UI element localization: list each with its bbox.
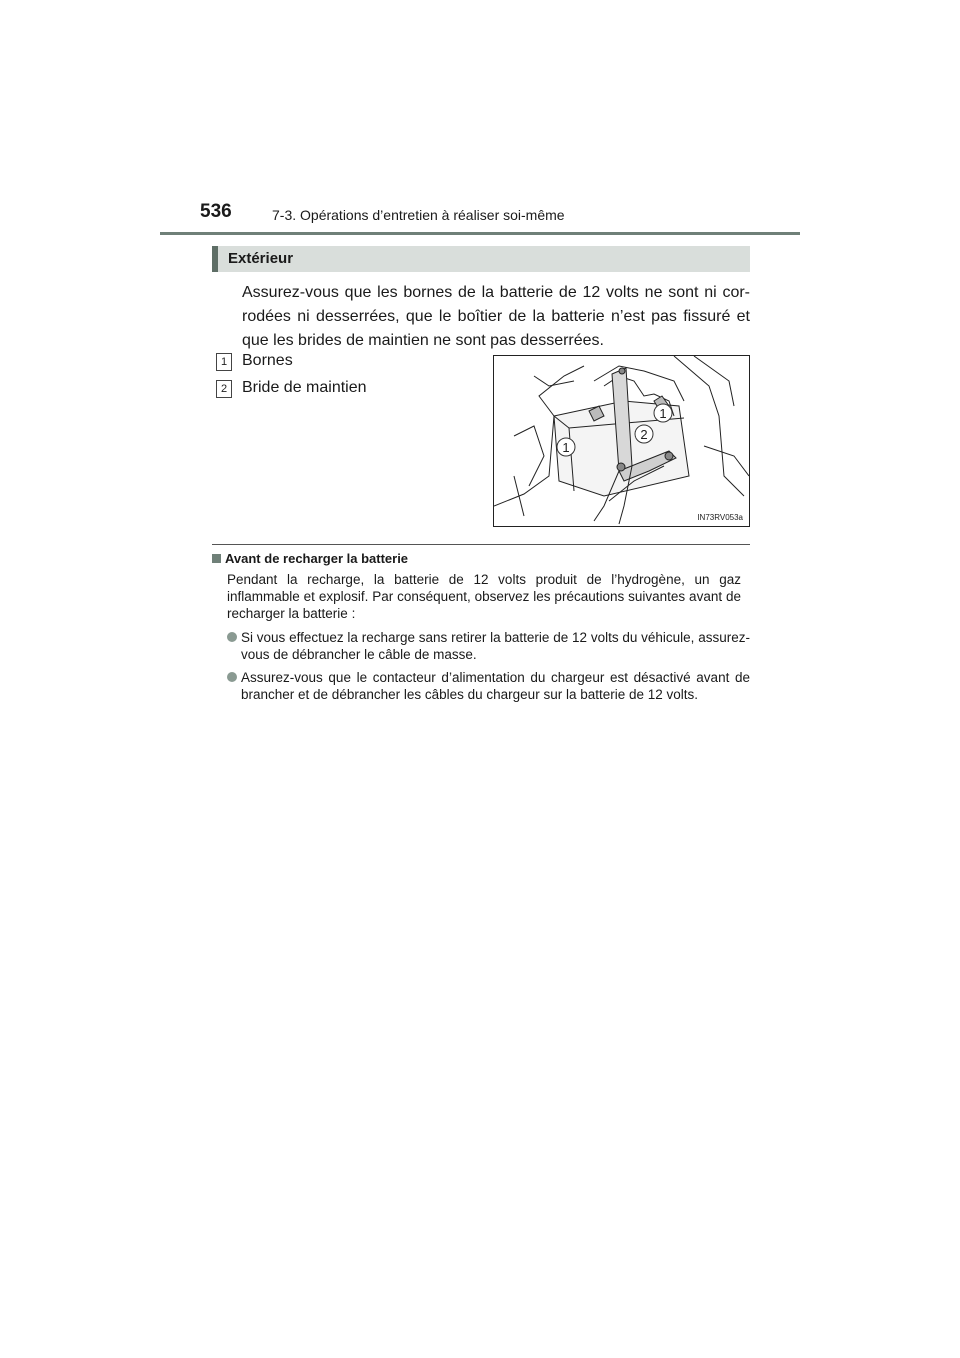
battery-drawing <box>494 356 749 526</box>
legend-number: 2 <box>216 380 232 398</box>
section-title: Extérieur <box>228 250 294 267</box>
svg-text:2: 2 <box>640 427 648 442</box>
callout-2 <box>635 425 653 443</box>
info-heading <box>212 551 408 566</box>
legend-label: Bornes <box>242 352 293 369</box>
header-rule <box>160 232 800 235</box>
page-number: 536 <box>200 201 232 222</box>
bullet-item-2 <box>227 669 750 703</box>
svg-text:1: 1 <box>659 406 667 421</box>
bullet-text: Si vous effectuez la recharge sans retirer la batterie de 12 volts du véhicule, assurez-vous de débrancher le câble de masse. <box>241 630 750 662</box>
intro-paragraph: Assurez-vous que les bornes de la batterie de 12 volts ne sont ni cor-rodées ni desserrées, que le boîtier de la batterie n’est pas fissuré et que les brides de maintien ne sont pas desserrées. <box>242 284 750 349</box>
bullet-dot-icon <box>227 632 237 642</box>
section-title-bar <box>212 246 750 272</box>
info-heading-text: Avant de recharger la batterie <box>225 551 409 566</box>
bullet-text: Assurez-vous que le contacteur d’alimentation du chargeur est désactivé avant de brancher et de débrancher les câbles du chargeur sur la batterie de 12 volts. <box>241 670 750 702</box>
battery-illustration <box>493 355 750 527</box>
legend-label: Bride de maintien <box>242 379 367 396</box>
callout-1-left <box>557 438 575 456</box>
info-paragraph: Pendant la recharge, la batterie de 12 volts produit de l’hydrogène, un gaz inflammable et explosif. Par conséquent, observez les précautions suivantes avant de recharger la batterie : <box>227 572 741 621</box>
bullet-item-1 <box>227 629 750 663</box>
square-bullet-icon <box>212 554 221 563</box>
svg-text:1: 1 <box>562 440 570 455</box>
info-rule <box>212 544 750 545</box>
legend-number: 1 <box>216 353 232 371</box>
figure-code: IN73RV053a <box>697 513 743 522</box>
chapter-title: 7-3. Opérations d’entretien à réaliser soi-même <box>272 207 565 223</box>
callout-1-right <box>654 404 672 422</box>
bullet-dot-icon <box>227 672 237 682</box>
